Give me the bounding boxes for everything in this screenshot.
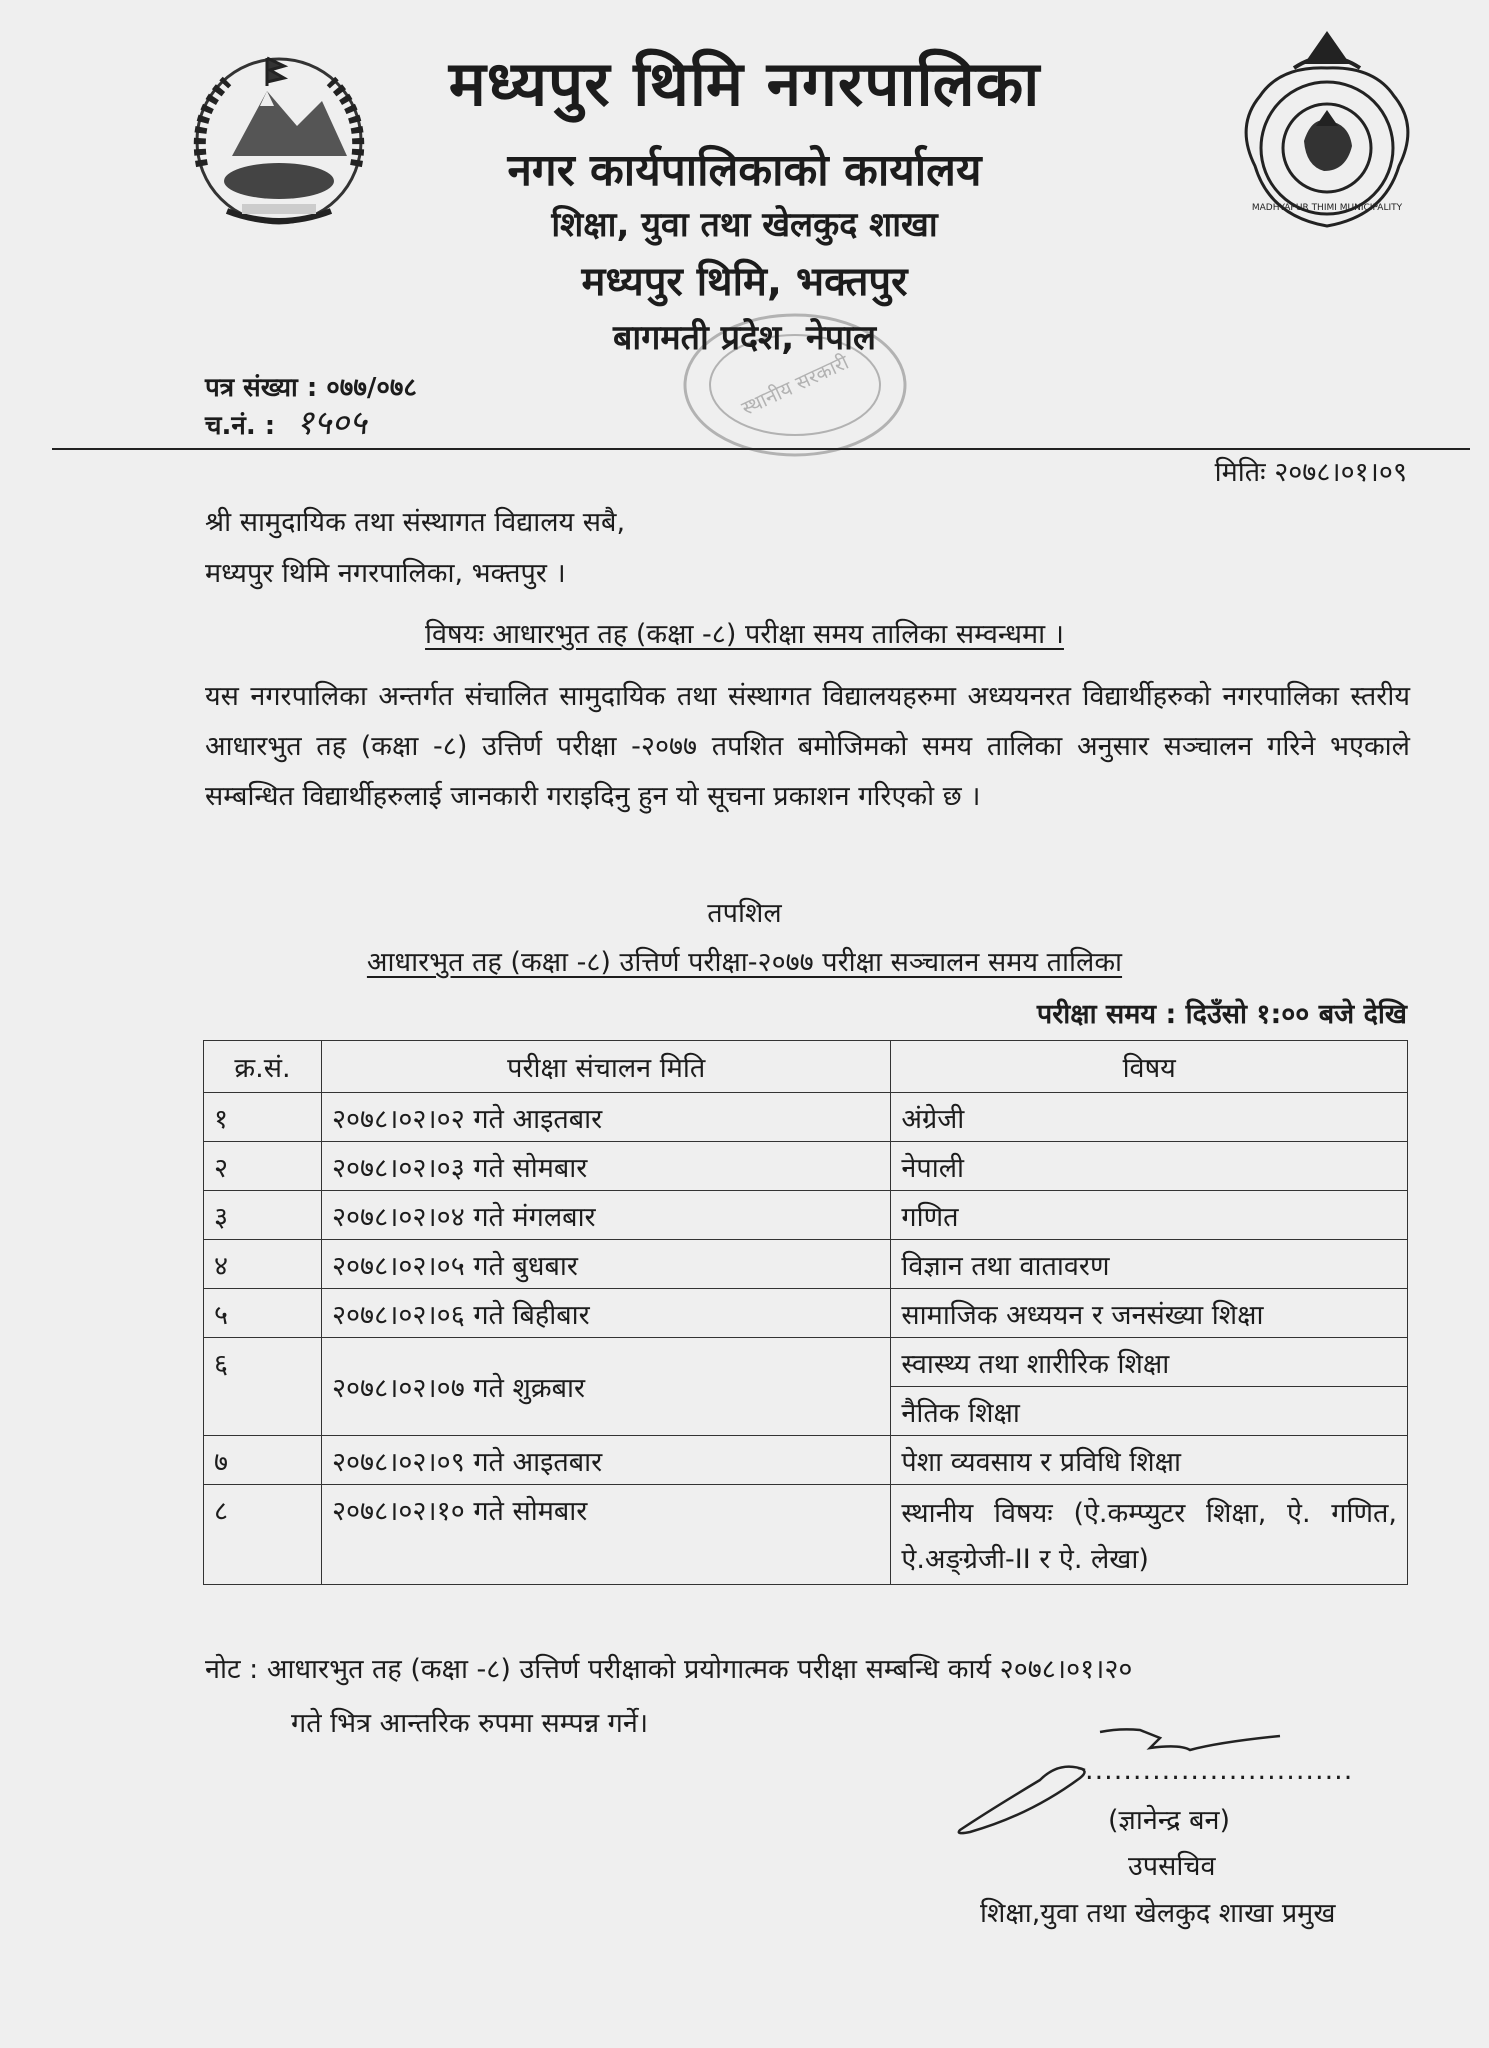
table-row [204,1485,1408,1585]
office-name: नगर कार्यपालिकाको कार्यालय [507,145,982,196]
row-subject: स्वास्थ्य तथा शारीरिक शिक्षा [891,1338,1408,1387]
row-date: २०७८।०२।०४ गते मंगलबार [321,1191,890,1240]
tapsil-heading: तपशिल [707,898,782,929]
table-row [204,1191,1408,1240]
row-date: २०७८।०२।०६ गते बिहीबार [321,1289,890,1338]
table-row [204,1142,1408,1191]
addressee-line-1: श्री सामुदायिक तथा संस्थागत विद्यालय सबै, [205,507,626,538]
row-subject: पेशा व्यवसाय र प्रविधि शिक्षा [891,1436,1408,1485]
row-date: २०७८।०२।०२ गते आइतबार [321,1093,890,1142]
row-sn: ७ [204,1436,322,1485]
table-row [204,1338,1408,1387]
header-date: परीक्षा संचालन मिति [321,1041,890,1093]
table-row [204,1289,1408,1338]
note-line-1: नोट : आधारभुत तह (कक्षा -८) उत्तिर्ण परीक्षाको प्रयोगात्मक परीक्षा सम्बन्धि कार्य २०७८।०१।२० [205,1654,1133,1685]
note-line-2: गते भित्र आन्तरिक रुपमा सम्पन्न गर्ने। [291,1708,649,1739]
municipality-name: मध्यपुर थिमि नगरपालिका [448,47,1041,120]
branch-name: शिक्षा, युवा तथा खेलकुद शाखा [551,205,938,245]
row-subject: अंग्रेजी [891,1093,1408,1142]
row-sn: २ [204,1142,322,1191]
table-title-text: आधारभुत तह (कक्षा -८) उत्तिर्ण परीक्षा-२०७७ परीक्षा सञ्चालन समय तालिका [366,947,1123,978]
row-subject: नेपाली [891,1142,1408,1191]
row-sn: ८ [204,1485,322,1585]
location: मध्यपुर थिमि, भक्तपुर [581,259,908,305]
row-date: २०७८।०२।०९ गते आइतबार [321,1436,890,1485]
header-subject: विषय [891,1041,1408,1093]
row-subject: गणित [891,1191,1408,1240]
row-subject: विज्ञान तथा वातावरण [891,1240,1408,1289]
row-sn: ४ [204,1240,322,1289]
letter-date: मितिः २०७८।०१।०९ [1214,457,1407,488]
exam-schedule-table [203,1040,1408,1585]
letter-number: पत्र संख्या : ०७७/०७८ [205,373,417,403]
row-subject: सामाजिक अध्ययन र जनसंख्या शिक्षा [891,1289,1408,1338]
table-header-row [204,1041,1408,1093]
exam-time: परीक्षा समय : दिउँसो १:०० बजे देखि [1036,999,1407,1030]
signatory-title: उपसचिव [1128,1851,1216,1882]
table-row [204,1093,1408,1142]
subject-line [0,614,1489,651]
body-paragraph: यस नगरपालिका अन्तर्गत संचालित सामुदायिक तथा संस्थागत विद्यालयहरुमा अध्ययनरत विद्यार्थीहरुको नगरपालिका स्तरीय आधारभुत तह (कक्षा -८) उत्तिर्ण परीक्षा -२०७७ तपशित बमोजिमको समय तालिका अनुसार सञ्चालन गरिने भएकाले सम्बन्धित विद्यार्थीहरुलाई जानकारी गराइदिनु हुन यो सूचना प्रकाशन गरिएको छ । [205,681,1410,812]
dispatch-label: च.नं. : [205,411,276,441]
signature-line: ............................ [1085,1755,1354,1786]
signatory-name: (ज्ञानेन्द्र बन) [1108,1805,1231,1836]
table-row [204,1240,1408,1289]
header-sn: क्र.सं. [204,1041,322,1093]
row-date: २०७८।०२।०५ गते बुधबार [321,1240,890,1289]
row-date: २०७८।०२।०७ गते शुक्रबार [321,1338,890,1436]
addressee-line-2: मध्यपुर थिमि नगरपालिका, भक्तपुर । [205,558,566,589]
header-divider [52,448,1470,450]
signatory-department: शिक्षा,युवा तथा खेलकुद शाखा प्रमुख [980,1898,1336,1929]
table-row [204,1436,1408,1485]
row-sn: १ [204,1093,322,1142]
row-sn: ५ [204,1289,322,1338]
seal-text: MADHYAPUR THIMI MUNICIPALITY [1251,203,1403,213]
row-subject: स्थानीय विषयः (ऐ.कम्प्युटर शिक्षा, ऐ. गणित, ऐ.अङ्ग्रेजी-II र ऐ. लेखा) [891,1485,1408,1585]
row-date: २०७८।०२।१० गते सोमबार [321,1485,890,1585]
table-title [0,942,1489,979]
province: बागमती प्रदेश, नेपाल [612,318,877,358]
stamp-text: स्थानीय सरकारी [737,349,853,421]
subject-text: विषयः आधारभुत तह (कक्षा -८) परीक्षा समय तालिका सम्वन्धमा । [425,619,1064,650]
row-date: २०७८।०२।०३ गते सोमबार [321,1142,890,1191]
row-sn: ६ [204,1338,322,1436]
row-subject: नैतिक शिक्षा [891,1387,1408,1436]
dispatch-number: १५०५ [296,403,367,443]
row-sn: ३ [204,1191,322,1240]
